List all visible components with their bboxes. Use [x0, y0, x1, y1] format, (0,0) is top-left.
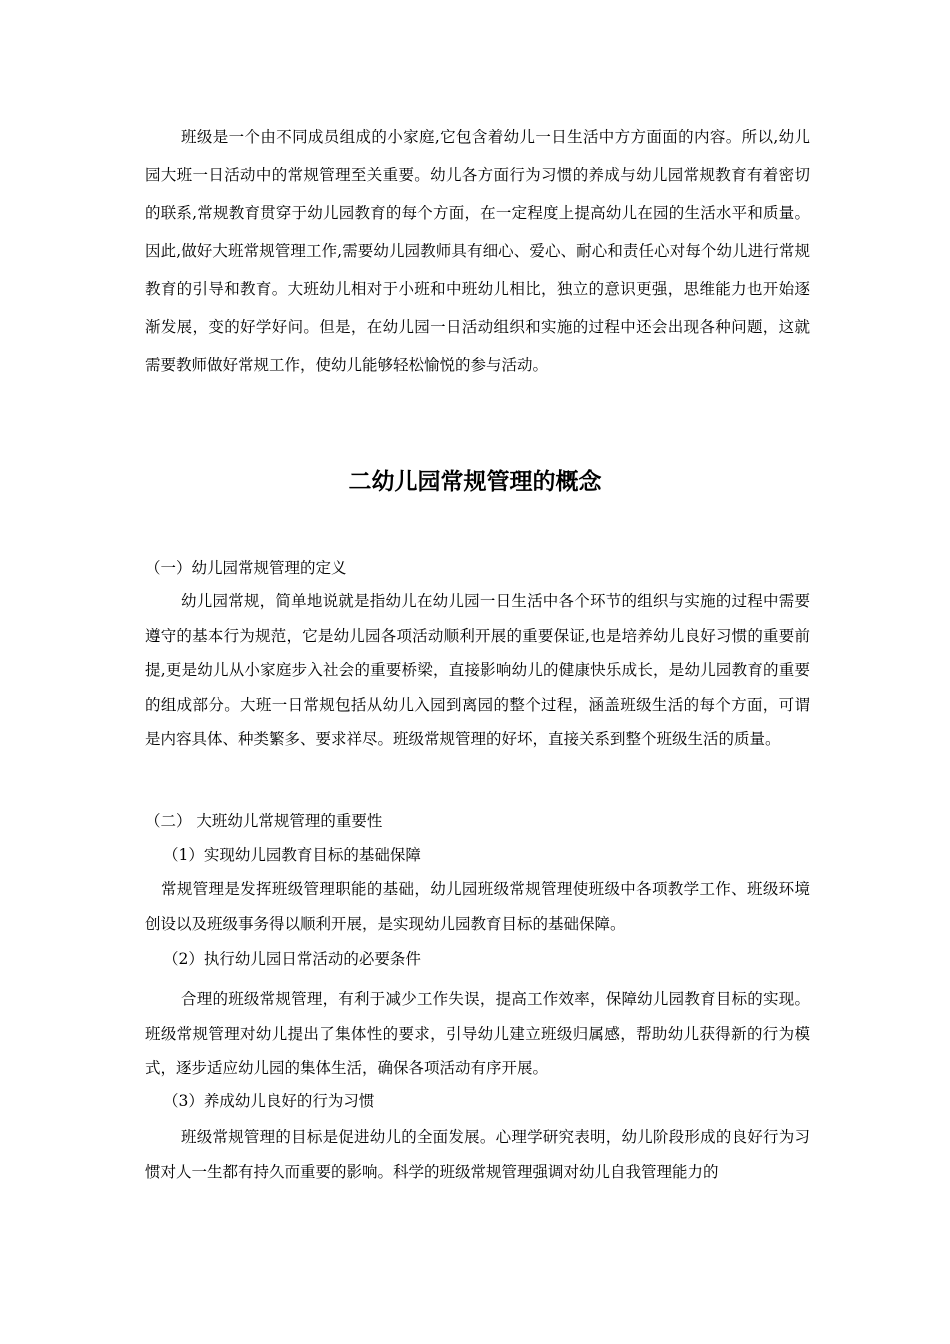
intro-paragraph: 班级是一个由不同成员组成的小家庭,它包含着幼儿一日生活中方方面面的内容。所以,幼儿园大班一日活动中的常规管理至关重要。幼儿各方面行为习惯的养成与幼儿园常规教育有着密切的联系,常规教育贯穿于幼儿园教育的每个方面，在一定程度上提高幼儿在园的生活水平和质量。因此,做好大班常规管理工作,需要幼儿园教师具有细心、爱心、耐心和责任心对每个幼儿进行常规教育的引导和教育。大班幼儿相对于小班和中班幼儿相比，独立的意识更强，思维能力也开始逐渐发展，变的好学好问。但是，在幼儿园一日活动组织和实施的过程中还会出现各种问题，这就需要教师做好常规工作，使幼儿能够轻松愉悦的参与活动。	[145, 128, 810, 374]
item-paragraph-3: 班级常规管理的目标是促进幼儿的全面发展。心理学研究表明，幼儿阶段形成的良好行为习惯对人一生都有持久而重要的影响。科学的班级常规管理强调对幼儿自我管理能力的	[145, 1128, 810, 1181]
item-paragraph-1: 常规管理是发挥班级管理职能的基础，幼儿园班级常规管理使班级中各项教学工作、班级环境创设以及班级事务得以顺利开展，是实现幼儿园教育目标的基础保障。	[145, 880, 810, 933]
subsection-title-definition: （一）幼儿园常规管理的定义	[145, 559, 347, 577]
definition-paragraph: 幼儿园常规，简单地说就是指幼儿在幼儿园一日生活中各个环节的组织与实施的过程中需要遵守的基本行为规范，它是幼儿园各项活动顺利开展的重要保证,也是培养幼儿良好习惯的重要前提,更是幼儿从小家庭步入社会的重要桥梁，直接影响幼儿的健康快乐成长，是幼儿园教育的重要的组成部分。大班一日常规包括从幼儿入园到离园的整个过程，涵盖班级生活的每个方面，可谓是内容具体、种类繁多、要求祥尽。班级常规管理的好坏，直接关系到整个班级生活的质量。	[145, 592, 810, 748]
item-title-1: （1）实现幼儿园教育目标的基础保障	[163, 846, 421, 864]
subsection-title-importance: （二） 大班幼儿常规管理的重要性	[145, 812, 383, 830]
item-title-2: （2）执行幼儿园日常活动的必要条件	[163, 950, 421, 968]
section-heading: 二幼儿园常规管理的概念	[348, 469, 602, 495]
item-paragraph-2: 合理的班级常规管理，有利于减少工作失误，提高工作效率，保障幼儿园教育目标的实现。班级常规管理对幼儿提出了集体性的要求，引导幼儿建立班级归属感，帮助幼儿获得新的行为模式，逐步适应幼儿园的集体生活，确保各项活动有序开展。	[145, 990, 810, 1077]
item-title-3: （3）养成幼儿良好的行为习惯	[163, 1092, 375, 1110]
